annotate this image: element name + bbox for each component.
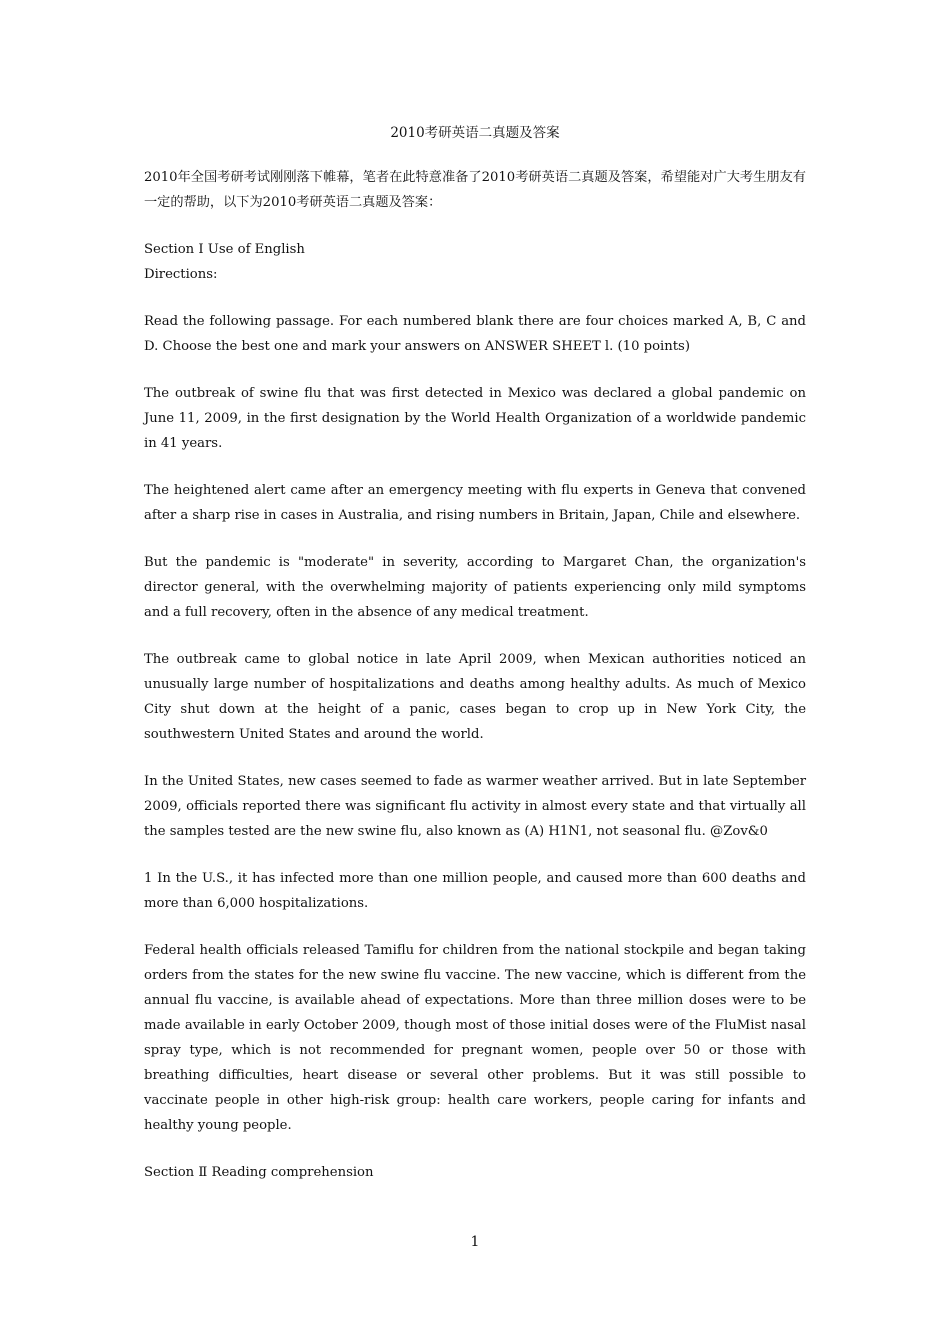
- document-body: [144, 165, 806, 1207]
- directions-text: Read the following passage. For each numbered blank there are four choices marked A, B, C and D. Choose the best one and mark your answers on ANSWER SHEET l. (10 points): [144, 314, 806, 354]
- section2-heading: Section Ⅱ Reading comprehension: [144, 1165, 374, 1180]
- document-title: 2010考研英语二真题及答案: [390, 125, 560, 141]
- intro-paragraph: 2010年全国考研考试刚刚落下帷幕，笔者在此特意准备了2010考研英语二真题及答案，希望能对广大考生朋友有一定的帮助，以下为2010考研英语二真题及答案：: [144, 170, 806, 210]
- body-paragraph: The heightened alert came after an emergency meeting with flu experts in Geneva that convened after a sharp rise in cases in Australia, and rising numbers in Britain, Japan, Chile and elsewhere.: [144, 483, 806, 523]
- directions-heading: Directions:: [144, 267, 218, 282]
- body-paragraph: Federal health officials released Tamiflu for children from the national stockpile and began taking orders from the states for the new swine flu vaccine. The new vaccine, which is different from the annual flu vaccine, is available ahead of expectations. More than three million doses were to be made available in early October 2009, though most of those initial doses were of the FluMist nasal spray type, which is not recommended for pregnant women, people over 50 or those with breathing difficulties, heart disease or several other problems. But it was still possible to vaccinate people in other high-risk group: health care workers, people caring for infants and healthy young people.: [144, 943, 806, 1133]
- body-paragraph: 1 In the U.S., it has infected more than one million people, and caused more than 600 deaths and more than 6,000 hospitalizations.: [144, 871, 806, 911]
- body-paragraph: The outbreak of swine flu that was first detected in Mexico was declared a global pandemic on June 11, 2009, in the first designation by the World Health Organization of a worldwide pandemic in 41 years.: [144, 386, 806, 451]
- body-paragraph: In the United States, new cases seemed to fade as warmer weather arrived. But in late September 2009, officials reported there was significant flu activity in almost every state and that virtually all the samples tested are the new swine flu, also known as (A) H1N1, not seasonal flu. @Zov&0: [144, 774, 806, 839]
- body-paragraph: The outbreak came to global notice in late April 2009, when Mexican authorities noticed an unusually large number of hospitalizations and deaths among healthy adults. As much of Mexico City shut down at the height of a panic, cases began to crop up in New York City, the southwestern United States and around the world.: [144, 652, 806, 742]
- body-paragraph: But the pandemic is "moderate" in severity, according to Margaret Chan, the organization's director general, with the overwhelming majority of patients experiencing only mild symptoms and a full recovery, often in the absence of any medical treatment.: [144, 555, 806, 620]
- section1-heading: Section I Use of English: [144, 242, 305, 257]
- page-number: 1: [470, 1234, 480, 1250]
